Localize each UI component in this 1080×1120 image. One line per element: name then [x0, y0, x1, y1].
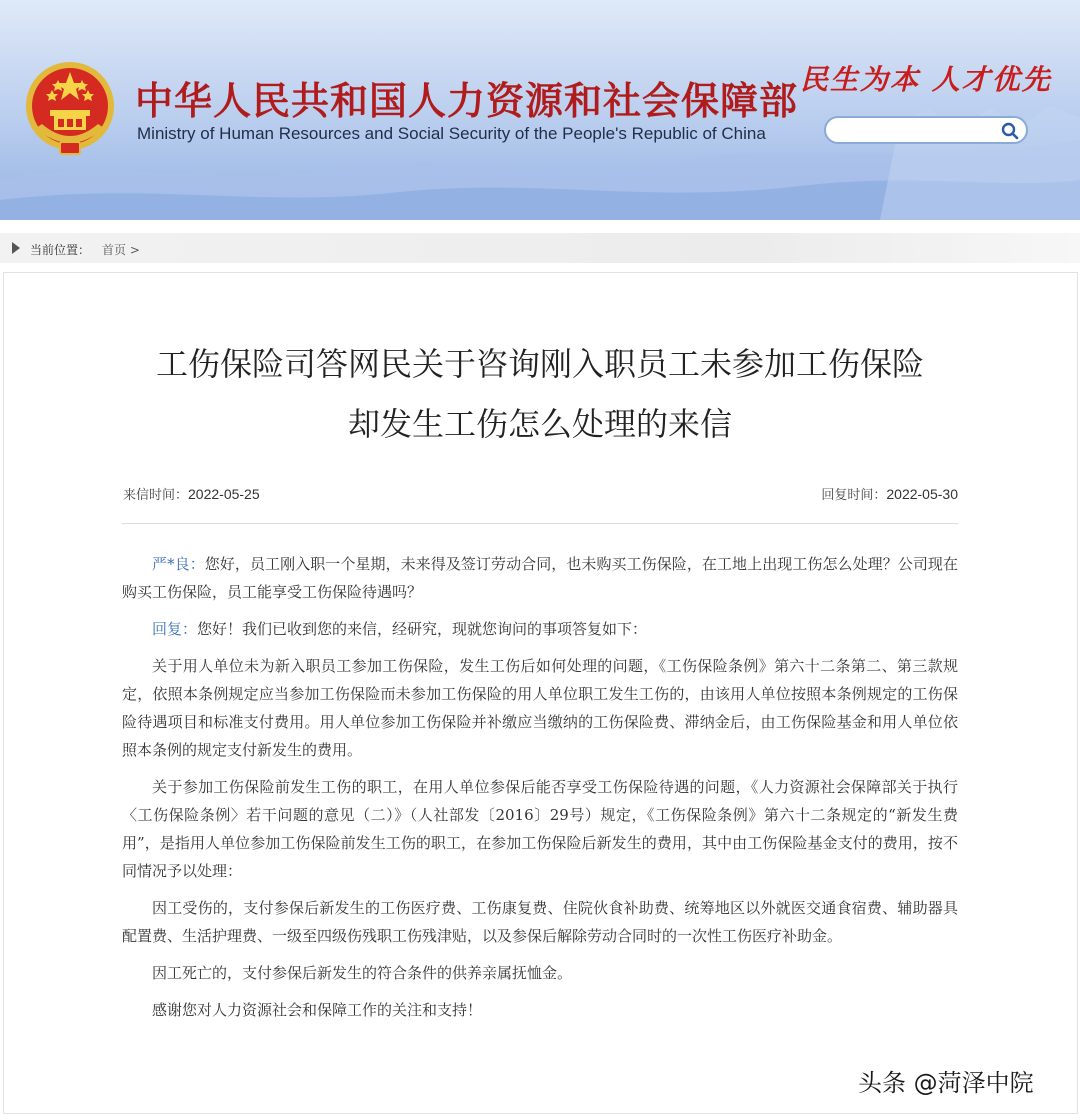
reply-speaker: 回复： [152, 620, 198, 638]
body-paragraph: 关于参加工伤保险前发生工伤的职工，在用人单位参保后能否享受工伤保险待遇的问题，《人力资源社会保障部关于执行〈工伤保险条例〉若干问题的意见（二）》（人社部发〔2016〕29号）规定，《工伤保险条例》第六十二条规定的“新发生费用”，是指用人单位参加工伤保险前发生工伤的职工，在参加工伤保险后新发生的费用，其中由工伤保险基金支付的费用，按不同情况予以处理： [122, 778, 958, 880]
body-paragraph: 关于用人单位未为新入职员工参加工伤保险，发生工伤后如何处理的问题，《工伤保险条例》第六十二条第二、第三款规定，依照本条例规定应当参加工伤保险而未参加工伤保险的用人单位职工发生工伤的，由该用人单位按照本条例规定的工伤保险待遇项目和标准支付费用。用人单位参加工伤保险并补缴应当缴纳的工伤保险费、滞纳金后，由工伤保险基金和用人单位依照本条例的规定支付新发生的费用。 [122, 657, 958, 759]
question-text: 您好，员工刚入职一个星期，未来得及签订劳动合同，也未购买工伤保险，在工地上出现工伤怎么处理？公司现在购买工伤保险，员工能享受工伤保险待遇吗？ [122, 555, 958, 601]
closing-paragraph: 感谢您对人力资源社会和保障工作的关注和支持！ [152, 1001, 483, 1019]
site-search-box[interactable] [824, 116, 1028, 144]
letter-time-label: 来信时间： [123, 488, 189, 503]
reply-time [821, 484, 958, 503]
site-slogan: 民生为本 人才优先 [800, 63, 1052, 96]
article-title-line-2: 却发生工伤怎么处理的来信 [347, 405, 732, 443]
breadcrumb-label: 当前位置： [30, 243, 91, 257]
breadcrumb [0, 233, 1080, 263]
triangle-right-icon [12, 242, 20, 254]
letter-time-value: 2022-05-25 [188, 486, 260, 502]
reply-intro-paragraph [122, 615, 958, 643]
question-paragraph [122, 550, 958, 606]
source-watermark: 头条 @菏泽中院 [858, 1069, 1034, 1097]
breadcrumb-home-link[interactable]: 首页 > [102, 243, 140, 257]
body-paragraph: 因工受伤的，支付参保后新发生的工伤医疗费、工伤康复费、住院伙食补助费、统筹地区以外就医交通食宿费、辅助器具配置费、生活护理费、一级至四级伤残职工伤残津贴，以及参保后解除劳动合同时的一次性工伤医疗补助金。 [122, 899, 958, 945]
meta-divider [122, 523, 958, 524]
site-title-english: Ministry of Human Resources and Social Security of the People's Republic of China [137, 124, 766, 143]
site-header-banner [0, 0, 1080, 220]
site-title-chinese: 中华人民共和国人力资源和社会保障部 [135, 79, 799, 123]
body-paragraph: 因工死亡的，支付参保后新发生的符合条件的供养亲属抚恤金。 [152, 964, 573, 982]
national-emblem-icon [22, 58, 118, 158]
search-icon[interactable] [1000, 121, 1020, 141]
search-input[interactable] [838, 121, 1002, 141]
reply-time-value: 2022-05-30 [886, 486, 958, 502]
article-body [122, 550, 958, 1033]
article-title-line-1: 工伤保险司答网民关于咨询刚入职员工未参加工伤保险 [155, 345, 924, 383]
question-speaker: 严*良： [152, 555, 205, 573]
reply-intro-text: 您好！我们已收到您的来信，经研究，现就您询问的事项答复如下： [197, 620, 648, 638]
article-title [0, 334, 1080, 454]
letter-time [123, 484, 260, 503]
reply-time-label: 回复时间： [821, 488, 887, 503]
